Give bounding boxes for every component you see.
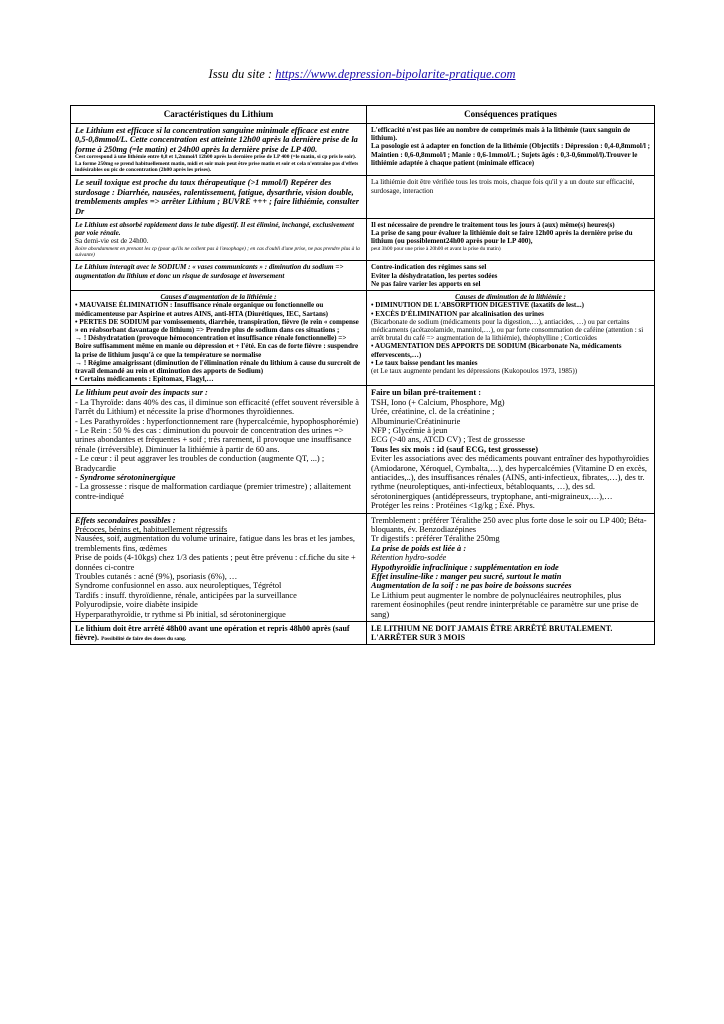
- cell-paragraph: La prise de sang pour évaluer la lithiémie doit se faire 12h00 après la dernière prise du lithium (ou possiblement24h00 après pour le LP 400),: [371, 229, 633, 246]
- cell-paragraph: Le Lithium interagit avec le SODIUM : « vases communicants » : diminution du sodium => augmentation du lithium et donc un risque de surdosage et inversement: [75, 263, 344, 280]
- cell-paragraph: • EXCÈS D'ÉLIMINATION par alcalinisation des urines: [371, 309, 544, 318]
- cell-paragraph: La posologie est à adapter en fonction de la lithémie (Objectifs : Dépression : 0,4-0,8mmol/l ; Maintien : 0,6-0,8mmol/l ; Manie : 0,6-1mmol/L ; Sujets âgés : 0,3-0,6mmol/l).Trouver le lithiémie adaptée à chaque patient (minimale efficace): [371, 142, 650, 167]
- cell-paragraph: - La grossesse : risque de malformation cardiaque (premier trimestre) ; allaitement contre-indiqué: [75, 482, 352, 501]
- cell-left: [71, 291, 367, 386]
- cell-paragraph: Polyurodipsie, voire diabète insipide: [75, 600, 198, 610]
- cell-left: [71, 124, 367, 176]
- cell-paragraph: peut 3h00 pour une prise à 20h00 et avant la prise du matin): [371, 245, 501, 252]
- cell-paragraph: La prise de poids est liée à :: [371, 543, 467, 553]
- cell-paragraph: Causes d'augmentation de la lithiémie :: [160, 293, 277, 302]
- table-row: [71, 291, 655, 386]
- cell-paragraph: Le seuil toxique est proche du taux thérapeutique (>1 mmol/l) Repérer des surdosage : Diarrhée, nausées, ralentissement, fatigue, dysarthrie, vision double, tremblements amples => arrêter Lithium ; BUVRE +++ ; faire lithiémie, consulter Dr: [75, 178, 359, 216]
- cell-left: [71, 386, 367, 513]
- cell-paragraph: Cest correspond à une lithémie entre 0,8 et 1,2mmol/l 12h00 après la dernière prise de LP 400 (=le matin, si cp pris le soir). La forme 250mg se prend habituellement matin, midi et soir mais peut être prise matin et soir et cela n'entraîne pas d'effets indésirables ou pic de concentration (2h00 après les prises).: [75, 154, 359, 174]
- cell-paragraph: Albuminurie/Créatininurie: [371, 416, 461, 426]
- cell-paragraph: Nausées, soif, augmentation du volume urinaire, fatigue dans les bras et les jambes, tremblements fins, œdèmes: [75, 534, 356, 553]
- cell-left: [71, 176, 367, 219]
- table-row: [71, 219, 655, 261]
- cell-paragraph: Hyperparathyroïdie, tr rythme si Pb initial, sd sérotoninergique: [75, 609, 286, 619]
- final-right-cell: LE LITHIUM NE DOIT JAMAIS ÊTRE ARRÊTÉ BRUTALEMENT. L'ARRÊTER SUR 3 MOIS: [367, 622, 655, 645]
- cell-paragraph: • Le taux baisse pendant les manies: [371, 358, 478, 367]
- cell-paragraph: Troubles cutanés : acné (9%), psoriasis (6%), …: [75, 572, 238, 582]
- cell-left: [71, 261, 367, 291]
- cell-paragraph: - Les Parathyroïdes : hyperfonctionnement rare (hypercalcémie, hypophosphorémie): [75, 416, 359, 426]
- cell-paragraph: Urée, créatinine, cl. de la créatinine ;: [371, 407, 495, 417]
- cell-right: [367, 124, 655, 176]
- cell-paragraph: ECG (>40 ans, ATCD CV) ; Test de grossesse: [371, 435, 526, 445]
- cell-paragraph: (Bicarbonate de sodium (médicaments pour la digestion,…), antiacides, …) ou par certains médicaments (acétazolamide, mannitol,…), ou par forte consommation de caféine (attention : si arrêt brutal du café => augmentation de la lithiémie), théophylline ; Corticoïdes: [371, 317, 644, 343]
- cell-paragraph: Eviter les associations avec des médicaments pouvant entraîner des hypothyroïdies (Amiodarone, Xéroquel, Cymbalta,…), des hypercalcémies (Vitamine D en excès, antiacides,..), des insuffisances rénales (AINS, anti-infectieux, fibrates,…), des tr. rythme (neuroleptiques, anti-infectieux, bétabloquants, …), des sd. sérotoninergiques (antidépresseurs, tryptophane, anti-migraineux,…),…: [371, 454, 649, 501]
- col-header-characteristics: Caractéristiques du Lithium: [71, 106, 367, 124]
- cell-paragraph: • PERTES DE SODIUM par vomissements, diarrhée, transpiration, fièvre (le rein « compense » en réabsorbant davantage de lithium) => Prendre plus de sodium dans ces situations ;: [75, 317, 359, 334]
- cell-paragraph: Eviter la déshydratation, les pertes sodées: [371, 271, 498, 280]
- cell-paragraph: Protéger les reins : Protéines <1g/kg ; Exé. Phys.: [371, 501, 535, 511]
- cell-right: [367, 261, 655, 291]
- cell-paragraph: Rétention hydro-sodée: [371, 553, 447, 563]
- table-row: [71, 176, 655, 219]
- stop-before-surgery-note: Possibilité de faire des doses du sang.: [101, 636, 187, 643]
- cell-paragraph: • AUGMENTATION DES APPORTS DE SODIUM (Bicarbonate Na, médicaments effervescents,…): [371, 342, 622, 359]
- cell-paragraph: - Le cœur : il peut aggraver les troubles de conduction (augmente QT, ...) ; Bradycardie: [75, 454, 325, 473]
- cell-paragraph: Ne pas faire varier les apports en sel: [371, 279, 481, 288]
- cell-paragraph: Tardifs : insuff. thyroïdienne, rénale, anticipées par la surveillance: [75, 590, 297, 600]
- table-row: [71, 513, 655, 621]
- cell-paragraph: - Le Rein : 50 % des cas : diminution du pouvoir de concentration des urines => urines abondantes et fréquentes + soif ; très rarement, il provoque une insuffisance rénale (irréversible). Diminuer la lithiémie à partir de 60 ans.: [75, 425, 352, 454]
- lithium-table: [70, 105, 655, 645]
- cell-paragraph: • MAUVAISE ÉLIMINATION : Insuffisance rénale organique ou fonctionnelle ou médicamenteuse par Aspirine et autres AINS, anti-HTA (Diurétiques, IEC, Sartans): [75, 301, 329, 318]
- cell-paragraph: Précoces, bénins et, habituellement régressifs: [75, 525, 228, 535]
- cell-paragraph: Faire un bilan pré-traitement :: [371, 388, 482, 398]
- table-header-row: [71, 106, 655, 124]
- cell-paragraph: - La Thyroïde: dans 40% des cas, il diminue son efficacité (effet souvent réversible à l'arrêt du Lithium) et nécessite la prise d'hormones thyroïdiennes.: [75, 397, 359, 417]
- cell-paragraph: Prise de poids (4-10kgs) chez 1/3 des patients ; peut être prévenu : cf.fiche du site + données ci-contre: [75, 553, 356, 572]
- cell-paragraph: Hypothyroïdie infraclinique : supplémentation en iode: [371, 562, 559, 572]
- cell-paragraph: • Certains médicaments : Epitomax, Flagyl,…: [75, 375, 214, 384]
- final-row: [71, 622, 655, 645]
- header-prefix: Issu du site :: [208, 67, 276, 81]
- cell-paragraph: L'efficacité n'est pas liée au nombre de comprimés mais à la lithémie (taux sanguin de lithium).: [371, 126, 631, 143]
- cell-left: [71, 513, 367, 621]
- col-header-consequences: Conséquences pratiques: [367, 106, 655, 124]
- cell-paragraph: Le Lithium peut augmenter le nombre de polynucléaires neutrophiles, plus rarement éosinophiles (peut rendre ininterprétable ce paramètre sur une prise de sang): [371, 590, 639, 619]
- cell-paragraph: Effets secondaires possibles :: [75, 515, 176, 525]
- cell-paragraph: - Syndrome sérotoninergique: [75, 472, 176, 482]
- cell-paragraph: Tr digestifs : préférer Téralithe 250mg: [371, 534, 500, 544]
- cell-paragraph: Tous les six mois : id (sauf ECG, test grossesse): [371, 444, 539, 454]
- cell-paragraph: TSH, Iono (+ Calcium, Phosphore, Mg): [371, 397, 505, 407]
- cell-paragraph: Le lithium peut avoir des impacts sur :: [75, 388, 208, 398]
- cell-paragraph: Le Lithium est efficace si la concentration sanguine minimale efficace est entre 0,5-0,8mmol/L. Cette concentration est atteinte 12h00 après la dernière prise de la forme à 250mg (=le matin) et 24h00 après la dernière prise de LP 400.: [75, 126, 358, 154]
- cell-paragraph: Il est nécessaire de prendre le traitement tous les jours à (aux) même(s) heures(s): [371, 221, 615, 230]
- cell-paragraph: Causes de diminution de la lithiémie :: [455, 293, 566, 302]
- cell-paragraph: Tremblement : préférer Téralithe 250 avec plus forte dose le soir ou LP 400; Béta-bloquants, év. Benzodiazépines: [371, 515, 647, 535]
- cell-paragraph: Sa demi-vie est de 24h00.: [75, 237, 149, 246]
- table-row: [71, 386, 655, 513]
- stop-before-surgery-text: Le lithium doit être arrêté 48h00 avant une opération et repris 48h00 après (sauf fièvre).: [75, 624, 350, 643]
- table-row: [71, 124, 655, 176]
- cell-paragraph: NFP ; Glycémie à jeun: [371, 425, 448, 435]
- cell-paragraph: Augmentation de la soif : ne pas boire de boissons sucrées: [371, 581, 572, 591]
- cell-left: [71, 219, 367, 261]
- final-left-cell: [71, 622, 367, 645]
- cell-paragraph: Boire abondamment en prenant les cp (pour qu'ils ne collent pas à l'œsophage) ; en cas d'oubli d'une prise, ne pas prendre plus à la suivante): [75, 245, 360, 259]
- cell-paragraph: Contre-indication des régimes sans sel: [371, 263, 487, 272]
- cell-paragraph: Le Lithium est absorbé rapidement dans le tube digestif. Il est éliminé, inchangé, exclusivement par voie rénale.: [75, 221, 355, 238]
- cell-paragraph: • DIMINUTION DE L'ABSORPTION DIGESTIVE (laxatifs de lest...): [371, 301, 584, 310]
- cell-right: [367, 386, 655, 513]
- page-header: [0, 67, 724, 82]
- cell-right: [367, 291, 655, 386]
- cell-paragraph: (et Le taux augmente pendant les dépressions (Kukopoulos 1973, 1985)): [371, 366, 578, 375]
- site-link[interactable]: https://www.depression-bipolarite-pratique.com: [275, 67, 516, 81]
- cell-paragraph: → ! Déshydratation (provoque hémoconcentration et insuffisance rénale fonctionnelle) => Boire suffisamment même en manie ou dépression et + l'été. En cas de forte fièvre : suspendre la prise de lithium jusqu'à ce que la température se normalise: [75, 334, 359, 359]
- cell-paragraph: Effet insuline-like : manger peu sucré, surtout le matin: [371, 572, 562, 582]
- cell-right: [367, 219, 655, 261]
- cell-paragraph: Syndrome confusionnel en asso. aux neuroleptiques, Tégrétol: [75, 581, 282, 591]
- cell-right: [367, 513, 655, 621]
- cell-paragraph: → ! Régime amaigrissant (diminution de l'élimination rénale du lithium à cause du surcroît de travail demandé au rein et diminution des apports de Sodium): [75, 358, 361, 375]
- cell-right: [367, 176, 655, 219]
- table-row: [71, 261, 655, 291]
- cell-paragraph: La lithiémie doit être vérifiée tous les trois mois, chaque fois qu'il y a un doute sur efficacité, surdosage, interaction: [371, 178, 635, 195]
